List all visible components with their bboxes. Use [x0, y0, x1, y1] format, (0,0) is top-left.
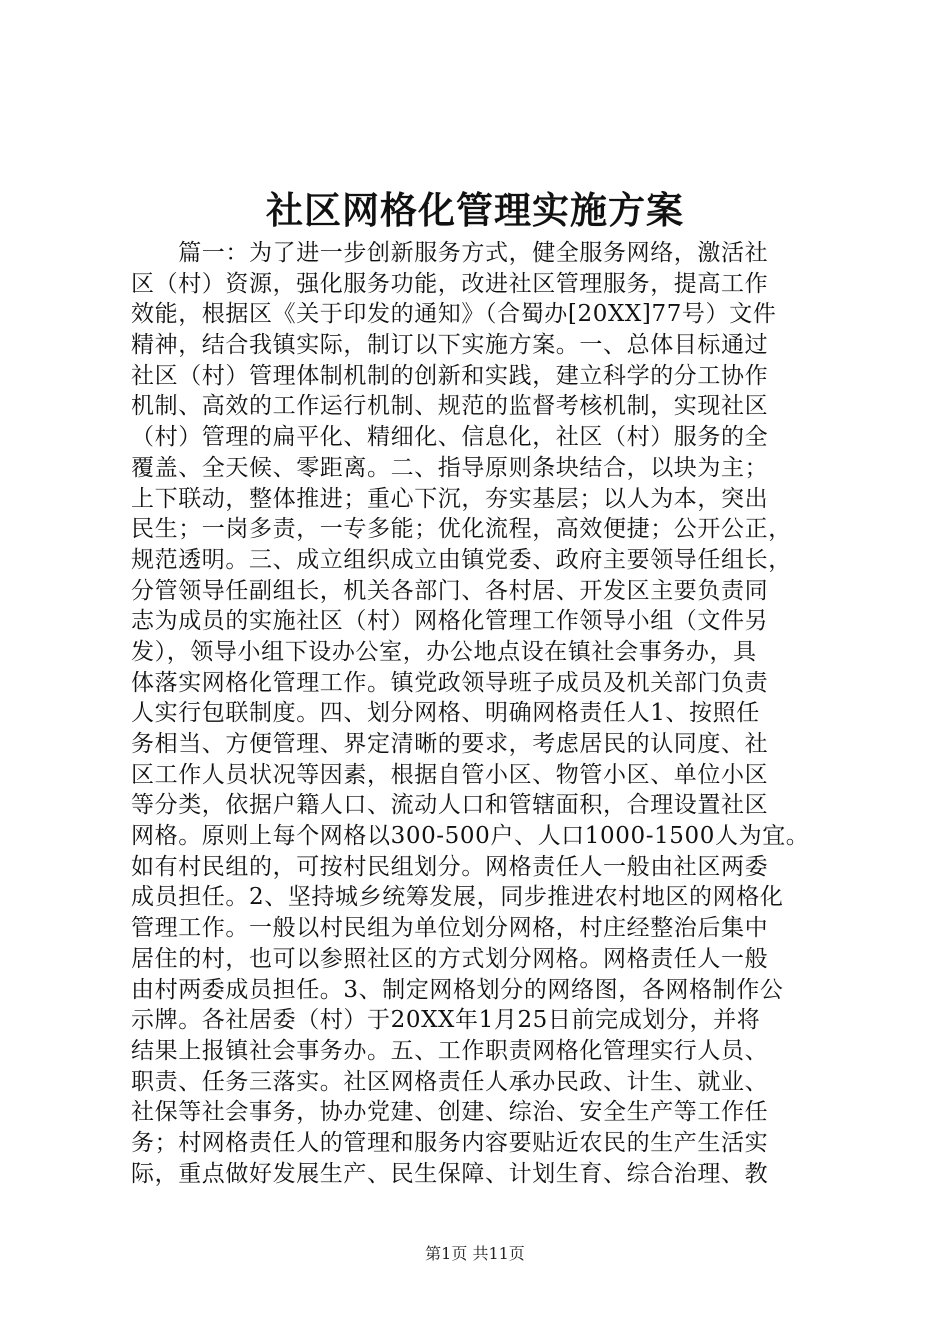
body-line: 覆盖、全天候、零距离。二、指导原则条块结合，以块为主； — [131, 454, 769, 481]
body-line: 如有村民组的，可按村民组划分。网格责任人一般由社区两委 — [131, 853, 769, 880]
body-line: 人实行包联制度。四、划分网格、明确网格责任人1、按照任 — [131, 700, 760, 727]
body-line: 篇一：为了进一步创新服务方式，健全服务网络，激活社 — [131, 240, 769, 266]
body-line: 网格。原则上每个网格以300-500户、人口1000-1500人为宜。 — [131, 823, 810, 850]
body-line: （村）管理的扁平化、精细化、信息化，社区（村）服务的全 — [131, 424, 769, 451]
body-line: 体落实网格化管理工作。镇党政领导班子成员及机关部门负责 — [131, 669, 769, 696]
body-line: 分管领导任副组长，机关各部门、各村居、开发区主要负责同 — [131, 577, 769, 604]
body-line: 际，重点做好发展生产、民生保障、计划生育、综合治理、教 — [131, 1160, 769, 1187]
document-title: 社区网格化管理实施方案 — [266, 188, 684, 232]
document-body — [131, 238, 831, 1189]
body-line: 居住的村，也可以参照社区的方式划分网格。网格责任人一般 — [131, 945, 769, 972]
page-number-footer: 第1页 共11页 — [425, 1244, 525, 1263]
body-line: 规范透明。三、成立组织成立由镇党委、政府主要领导任组长， — [131, 546, 792, 573]
body-line: 成员担任。2、坚持城乡统筹发展，同步推进农村地区的网格化 — [131, 884, 784, 911]
body-line: 务；村网格责任人的管理和服务内容要贴近农民的生产生活实 — [131, 1129, 769, 1156]
body-line: 职责、任务三落实。社区网格责任人承办民政、计生、就业、 — [131, 1068, 769, 1095]
body-line: 志为成员的实施社区（村）网格化管理工作领导小组（文件另 — [131, 608, 769, 635]
body-line: 社区（村）管理体制机制的创新和实践，建立科学的分工协作 — [131, 362, 769, 389]
body-line: 精神，结合我镇实际，制订以下实施方案。一、总体目标通过 — [131, 332, 769, 359]
body-line: 管理工作。一般以村民组为单位划分网格，村庄经整治后集中 — [131, 915, 769, 942]
body-line: 社保等社会事务，协办党建、创建、综治、安全生产等工作任 — [131, 1099, 769, 1126]
body-line: 上下联动，整体推进；重心下沉，夯实基层；以人为本，突出 — [131, 485, 769, 512]
body-line: 务相当、方便管理、界定清晰的要求，考虑居民的认同度、社 — [131, 731, 769, 757]
body-line: 示牌。各社居委（村）于20XX年1月25日前完成划分，并将 — [131, 1007, 761, 1034]
body-line: 民生；一岗多责，一专多能；优化流程，高效便捷；公开公正， — [131, 516, 792, 543]
body-line: 效能，根据区《关于印发的通知》（合蜀办[20XX]77号）文件 — [131, 301, 777, 328]
body-line: 等分类，依据户籍人口、流动人口和管辖面积，合理设置社区 — [131, 792, 769, 819]
body-line: 机制、高效的工作运行机制、规范的监督考核机制，实现社区 — [131, 393, 769, 420]
body-line: 区（村）资源，强化服务功能，改进社区管理服务，提高工作 — [131, 270, 769, 297]
body-line: 由村两委成员担任。3、制定网格划分的网络图，各网格制作公 — [131, 976, 784, 1003]
body-line: 区工作人员状况等因素，根据自管小区、物管小区、单位小区 — [131, 761, 769, 788]
body-line: 发），领导小组下设办公室，办公地点设在镇社会事务办，具 — [131, 638, 757, 665]
body-line: 结果上报镇社会事务办。五、工作职责网格化管理实行人员、 — [131, 1037, 769, 1064]
